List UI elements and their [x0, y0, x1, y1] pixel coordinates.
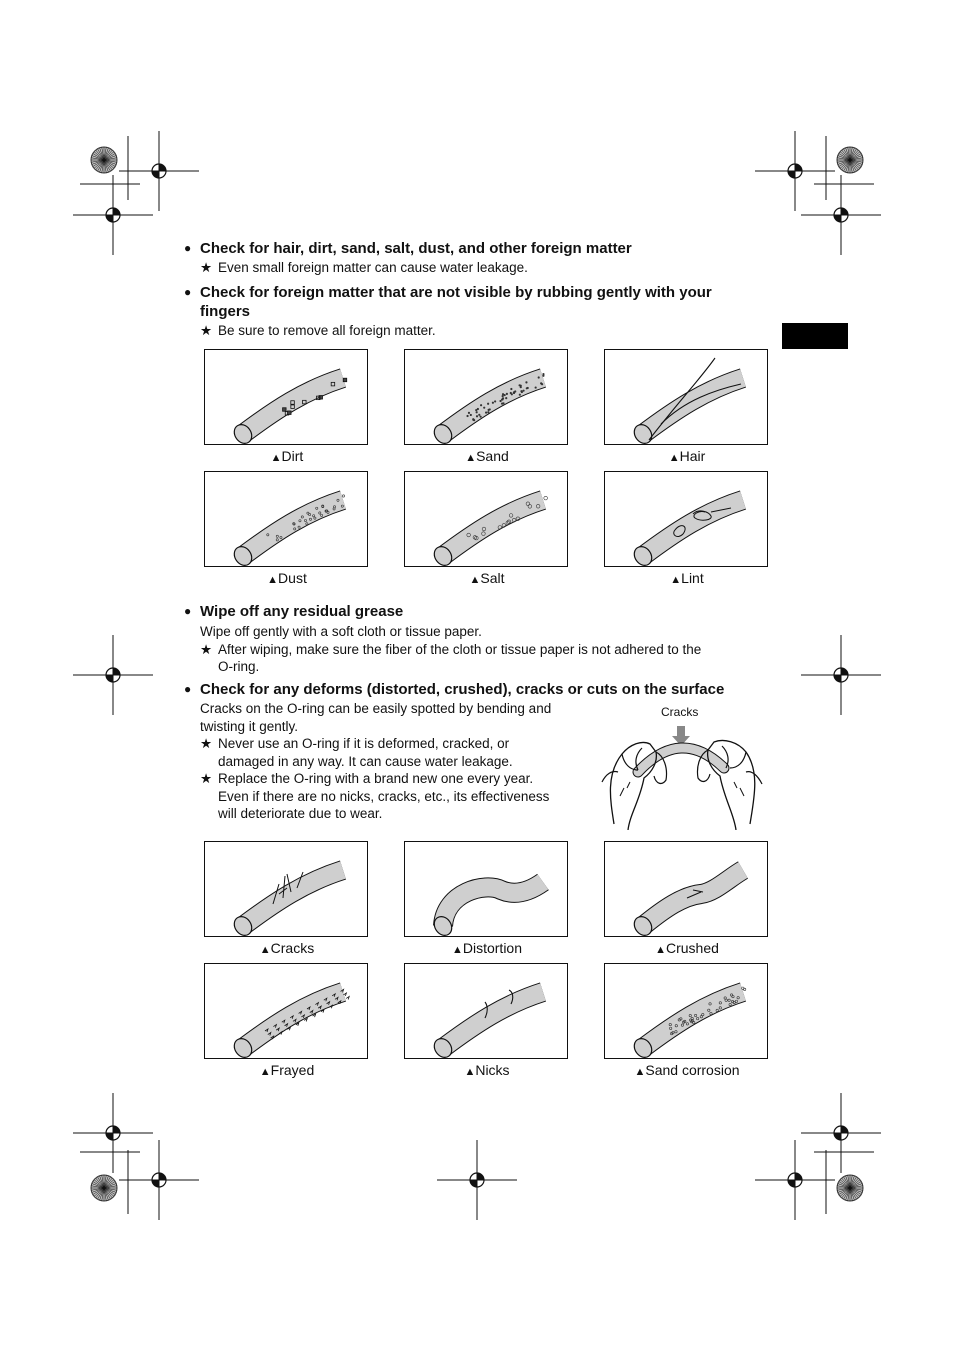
bullet-icon: ● [184, 604, 192, 618]
heading-grease: Wipe off any residual grease [200, 603, 404, 620]
section-invisible-matter [184, 283, 800, 340]
caption-label: Nicks [475, 1062, 510, 1078]
caption-label: Dirt [281, 448, 304, 464]
figure-dirt [204, 349, 368, 445]
heading-foreign-matter: Check for hair, dirt, sand, salt, dust, and other foreign matter [200, 240, 632, 257]
caption-label: Sand corrosion [645, 1062, 740, 1078]
star-icon: ★ [200, 260, 213, 275]
triangle-icon: ▲ [469, 574, 481, 586]
heading-deforms: Check for any deforms (distorted, crushed), cracks or cuts on the surface [200, 681, 725, 698]
crop-line [814, 1150, 874, 1214]
oring-nicks-illustration [405, 964, 569, 1060]
section-foreign-matter [184, 239, 800, 277]
triangle-icon: ▲ [270, 452, 282, 464]
figure-salt [404, 471, 568, 567]
caption-label: Salt [480, 570, 505, 586]
body-deforms-line1: Cracks on the O-ring can be easily spotted by bending and [200, 701, 552, 716]
oring-salt-illustration [405, 472, 569, 568]
hands-bending-illustration [600, 704, 765, 830]
oring-distortion-illustration [405, 842, 569, 938]
heading-invisible-line2: fingers [200, 303, 251, 320]
caption-salt [404, 570, 570, 586]
bullet-icon: ● [184, 285, 192, 299]
caption-label: Cracks [270, 940, 315, 956]
triangle-icon: ▲ [259, 944, 271, 956]
caption-label: Hair [679, 448, 706, 464]
figure-crushed [604, 841, 768, 937]
caption-label: Dust [278, 570, 307, 586]
figure-sand [404, 349, 568, 445]
figure-cracks [204, 841, 368, 937]
note-deforms-2-line2: Even if there are no nicks, cracks, etc., its effectiveness [218, 788, 550, 804]
oring-sand-illustration [405, 350, 569, 446]
body-grease: Wipe off gently with a soft cloth or tissue paper. [200, 624, 482, 639]
cracks-label: Cracks [661, 705, 699, 719]
figure-sandcorr [604, 963, 768, 1059]
triangle-icon: ▲ [451, 944, 463, 956]
bullet-icon: ● [184, 241, 192, 255]
heading-invisible-line1: Check for foreign matter that are not visible by rubbing gently with your [200, 284, 712, 301]
triangle-icon: ▲ [655, 944, 666, 956]
figure-nicks [404, 963, 568, 1059]
oring-lint-illustration [605, 472, 769, 568]
crop-line [80, 136, 140, 200]
note-foreign-matter: Even small foreign matter can cause water leakage. [218, 260, 528, 275]
oring-dirt-illustration [205, 350, 369, 446]
triangle-icon: ▲ [634, 1066, 646, 1078]
triangle-icon: ▲ [464, 1066, 476, 1078]
note-deforms-2-line3: will deteriorate due to wear. [218, 806, 383, 821]
caption-cracks [204, 940, 370, 956]
oring-cracks-illustration [205, 842, 369, 938]
caption-nicks [404, 1062, 570, 1078]
caption-sandcorr [604, 1062, 770, 1078]
hands-drawing [600, 704, 765, 830]
caption-distortion [404, 940, 570, 956]
caption-label: Crushed [665, 940, 719, 956]
caption-dust [204, 570, 370, 586]
figure-hair [604, 349, 768, 445]
figure-dust [204, 471, 368, 567]
caption-label: Sand [476, 448, 509, 464]
note-grease-line2: O-ring. [218, 659, 260, 674]
triangle-icon: ▲ [670, 574, 682, 586]
star-icon: ★ [200, 736, 213, 751]
caption-label: Distortion [462, 940, 523, 956]
note-deforms-1-line2: damaged in any way. It can cause water leakage. [218, 753, 513, 769]
figure-lint [604, 471, 768, 567]
triangle-icon: ▲ [267, 574, 279, 586]
caption-crushed [604, 940, 770, 956]
star-icon: ★ [200, 641, 213, 657]
crop-line [814, 136, 874, 200]
body-deforms-line2: twisting it gently. [200, 718, 299, 734]
figure-distortion [404, 841, 568, 937]
caption-frayed [204, 1062, 370, 1078]
oring-hair-illustration [605, 350, 769, 446]
oring-dust-illustration [205, 472, 369, 568]
caption-label: Lint [681, 570, 704, 586]
note-deforms-1-line1: Never use an O-ring if it is deformed, cracked, or [218, 736, 510, 751]
triangle-icon: ▲ [465, 452, 477, 464]
caption-dirt [204, 448, 370, 464]
triangle-icon: ▲ [668, 452, 680, 464]
figure-frayed [204, 963, 368, 1059]
star-icon: ★ [200, 771, 213, 786]
note-invisible: Be sure to remove all foreign matter. [218, 323, 436, 338]
registration-crosshair-icon [73, 635, 153, 715]
note-deforms-2-line1: Replace the O-ring with a brand new one every year. [218, 771, 534, 786]
note-grease-line1: After wiping, make sure the fiber of the cloth or tissue paper is not adhered to the [218, 641, 702, 657]
caption-lint [604, 570, 770, 586]
caption-label: Frayed [270, 1062, 315, 1078]
registration-crosshair-icon [437, 1140, 517, 1220]
oring-sandcorr-illustration [605, 964, 769, 1060]
caption-hair [604, 448, 770, 464]
triangle-icon: ▲ [259, 1066, 271, 1078]
registration-crosshair-icon [801, 635, 881, 715]
oring-crushed-illustration [605, 842, 769, 938]
bullet-icon: ● [184, 682, 192, 696]
oring-frayed-illustration [205, 964, 369, 1060]
caption-sand [404, 448, 570, 464]
section-grease [184, 602, 800, 676]
crop-line [80, 1150, 140, 1214]
star-icon: ★ [200, 323, 213, 338]
